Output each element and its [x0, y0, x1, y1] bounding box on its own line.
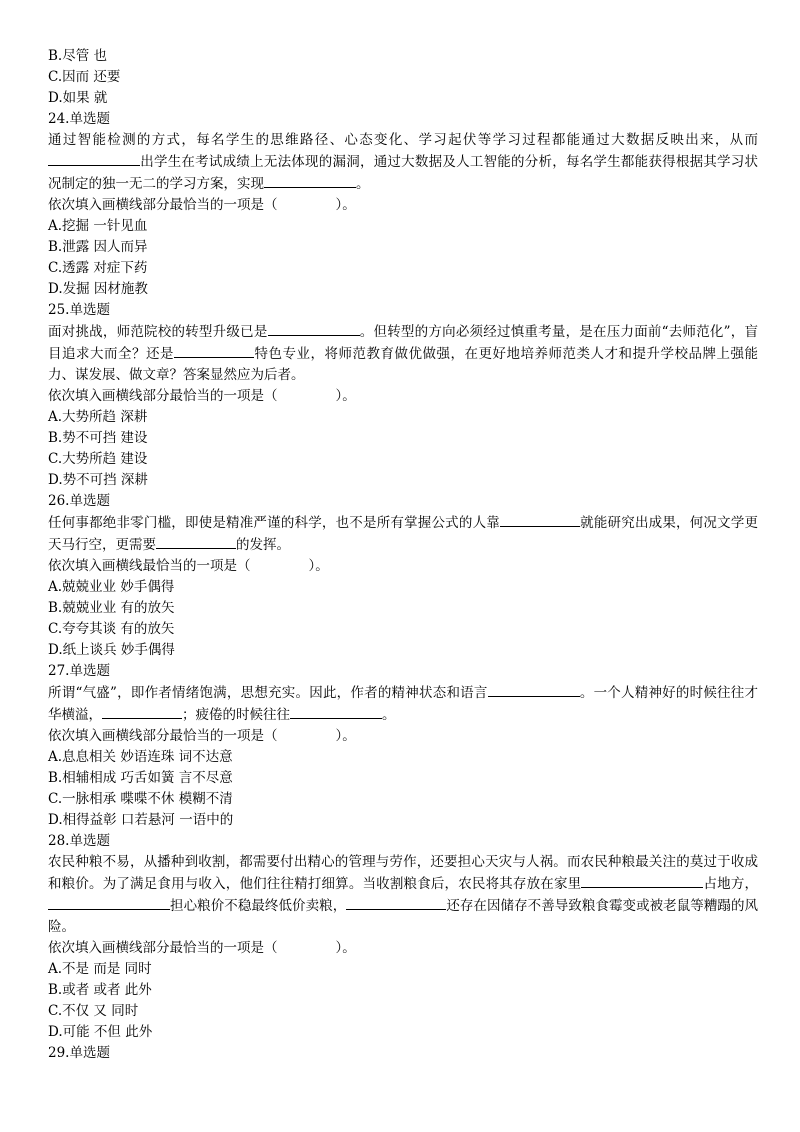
option-b: B.兢兢业业 有的放矢	[48, 600, 175, 616]
option-c: C.大势所趋 建设	[48, 451, 148, 467]
question-number: 25.单选题	[48, 302, 110, 318]
question-prompt: 依次填入画横线部分最恰当的一项是（ ）。	[48, 940, 356, 956]
option-a: A.大势所趋 深耕	[48, 409, 148, 425]
question-text: 任何事都绝非零门槛，即使是精准严谨的科学，也不是所有掌握公式的人靠 就能研究出成果，何况文学更天马行空，更需要 的发挥。	[48, 512, 758, 556]
option-a: A.不是 而是 同时	[48, 961, 152, 977]
answer-blank	[268, 321, 360, 336]
question-prompt: 依次填入画横线部分最恰当的一项是（ ）。	[48, 197, 356, 213]
answer-blank	[48, 151, 140, 166]
option-c: C.一脉相承 喋喋不休 模糊不清	[48, 791, 233, 807]
option-b: B.或者 或者 此外	[48, 982, 152, 998]
answer-blank	[500, 512, 580, 527]
question-number: 28.单选题	[48, 833, 110, 849]
answer-blank	[290, 704, 382, 719]
answer-blank	[156, 534, 236, 549]
answer-blank	[488, 682, 580, 697]
option-d: D.发掘 因材施教	[48, 281, 148, 297]
question-prompt: 依次填入画横线最恰当的一项是（ ）。	[48, 558, 329, 574]
question-text: 所谓“气盛”，即作者情绪饱满，思想充实。因此，作者的精神状态和语言 。一个人精神好的时候往往才华横溢， ；疲倦的时候往往 。	[48, 682, 758, 726]
question-number: 24.单选题	[48, 111, 110, 127]
question-text: 面对挑战，师范院校的转型升级已是 。但转型的方向必须经过慎重考量，是在压力面前“去师范化”，盲目追求大而全？还是 特色专业，将师范教育做优做强，在更好地培养师范类人才和提升学校品牌上强能力、谋发展、做文章？答案显然应为后者。	[48, 321, 758, 386]
question-prompt: 依次填入画横线部分最恰当的一项是（ ）。	[48, 388, 356, 404]
option-d: D.势不可挡 深耕	[48, 472, 148, 488]
option-b: B.相辅相成 巧舌如簧 言不尽意	[48, 770, 233, 786]
option-a: A.兢兢业业 妙手偶得	[48, 579, 175, 595]
question-number: 26.单选题	[48, 493, 110, 509]
option-b: B.尽管 也	[48, 48, 108, 64]
question-text: 农民种粮不易，从播种到收割，都需要付出精心的管理与劳作，还要担心天灾与人祸。而农民种粮最关注的莫过于收成和粮价。为了满足食用与收入，他们往往精打细算。当收割粮食后，农民将其存放在家里 占地方，担心粮价不稳最终低价卖粮， 还存在因储存不善导致粮食霉变或被老鼠等糟蹋的风险。	[48, 854, 759, 935]
question-number: 27.单选题	[48, 663, 110, 679]
option-d: D.如果 就	[48, 90, 108, 106]
option-c: C.因而 还要	[48, 69, 121, 85]
question-text: 通过智能检测的方式，每名学生的思维路径、心态变化、学习起伏等学习过程都能通过大数据反映出来，从而出学生在考试成绩上无法体现的漏洞，通过大数据及人工智能的分析，每名学生都能获得根据其学习状况制定的独一无二的学习方案，实现 。	[48, 132, 758, 192]
question-prompt: 依次填入画横线部分最恰当的一项是（ ）。	[48, 728, 356, 744]
option-c: C.夸夸其谈 有的放矢	[48, 621, 175, 637]
answer-blank	[48, 895, 170, 910]
option-b: B.泄露 因人而异	[48, 239, 148, 255]
option-d: D.纸上谈兵 妙手偶得	[48, 642, 175, 658]
answer-blank	[264, 173, 356, 188]
option-d: D.相得益彰 口若悬河 一语中的	[48, 812, 234, 828]
option-a: A.挖掘 一针见血	[48, 218, 148, 234]
answer-blank	[581, 873, 703, 888]
option-a: A.息息相关 妙语连珠 词不达意	[48, 749, 233, 765]
option-d: D.可能 不但 此外	[48, 1024, 153, 1040]
option-b: B.势不可挡 建设	[48, 430, 148, 446]
answer-blank	[174, 343, 254, 358]
question-number: 29.单选题	[48, 1045, 110, 1061]
answer-blank	[346, 895, 446, 910]
answer-blank	[102, 704, 182, 719]
option-c: C.透露 对症下药	[48, 260, 148, 276]
option-c: C.不仅 又 同时	[48, 1003, 139, 1019]
document-page	[48, 46, 758, 1064]
